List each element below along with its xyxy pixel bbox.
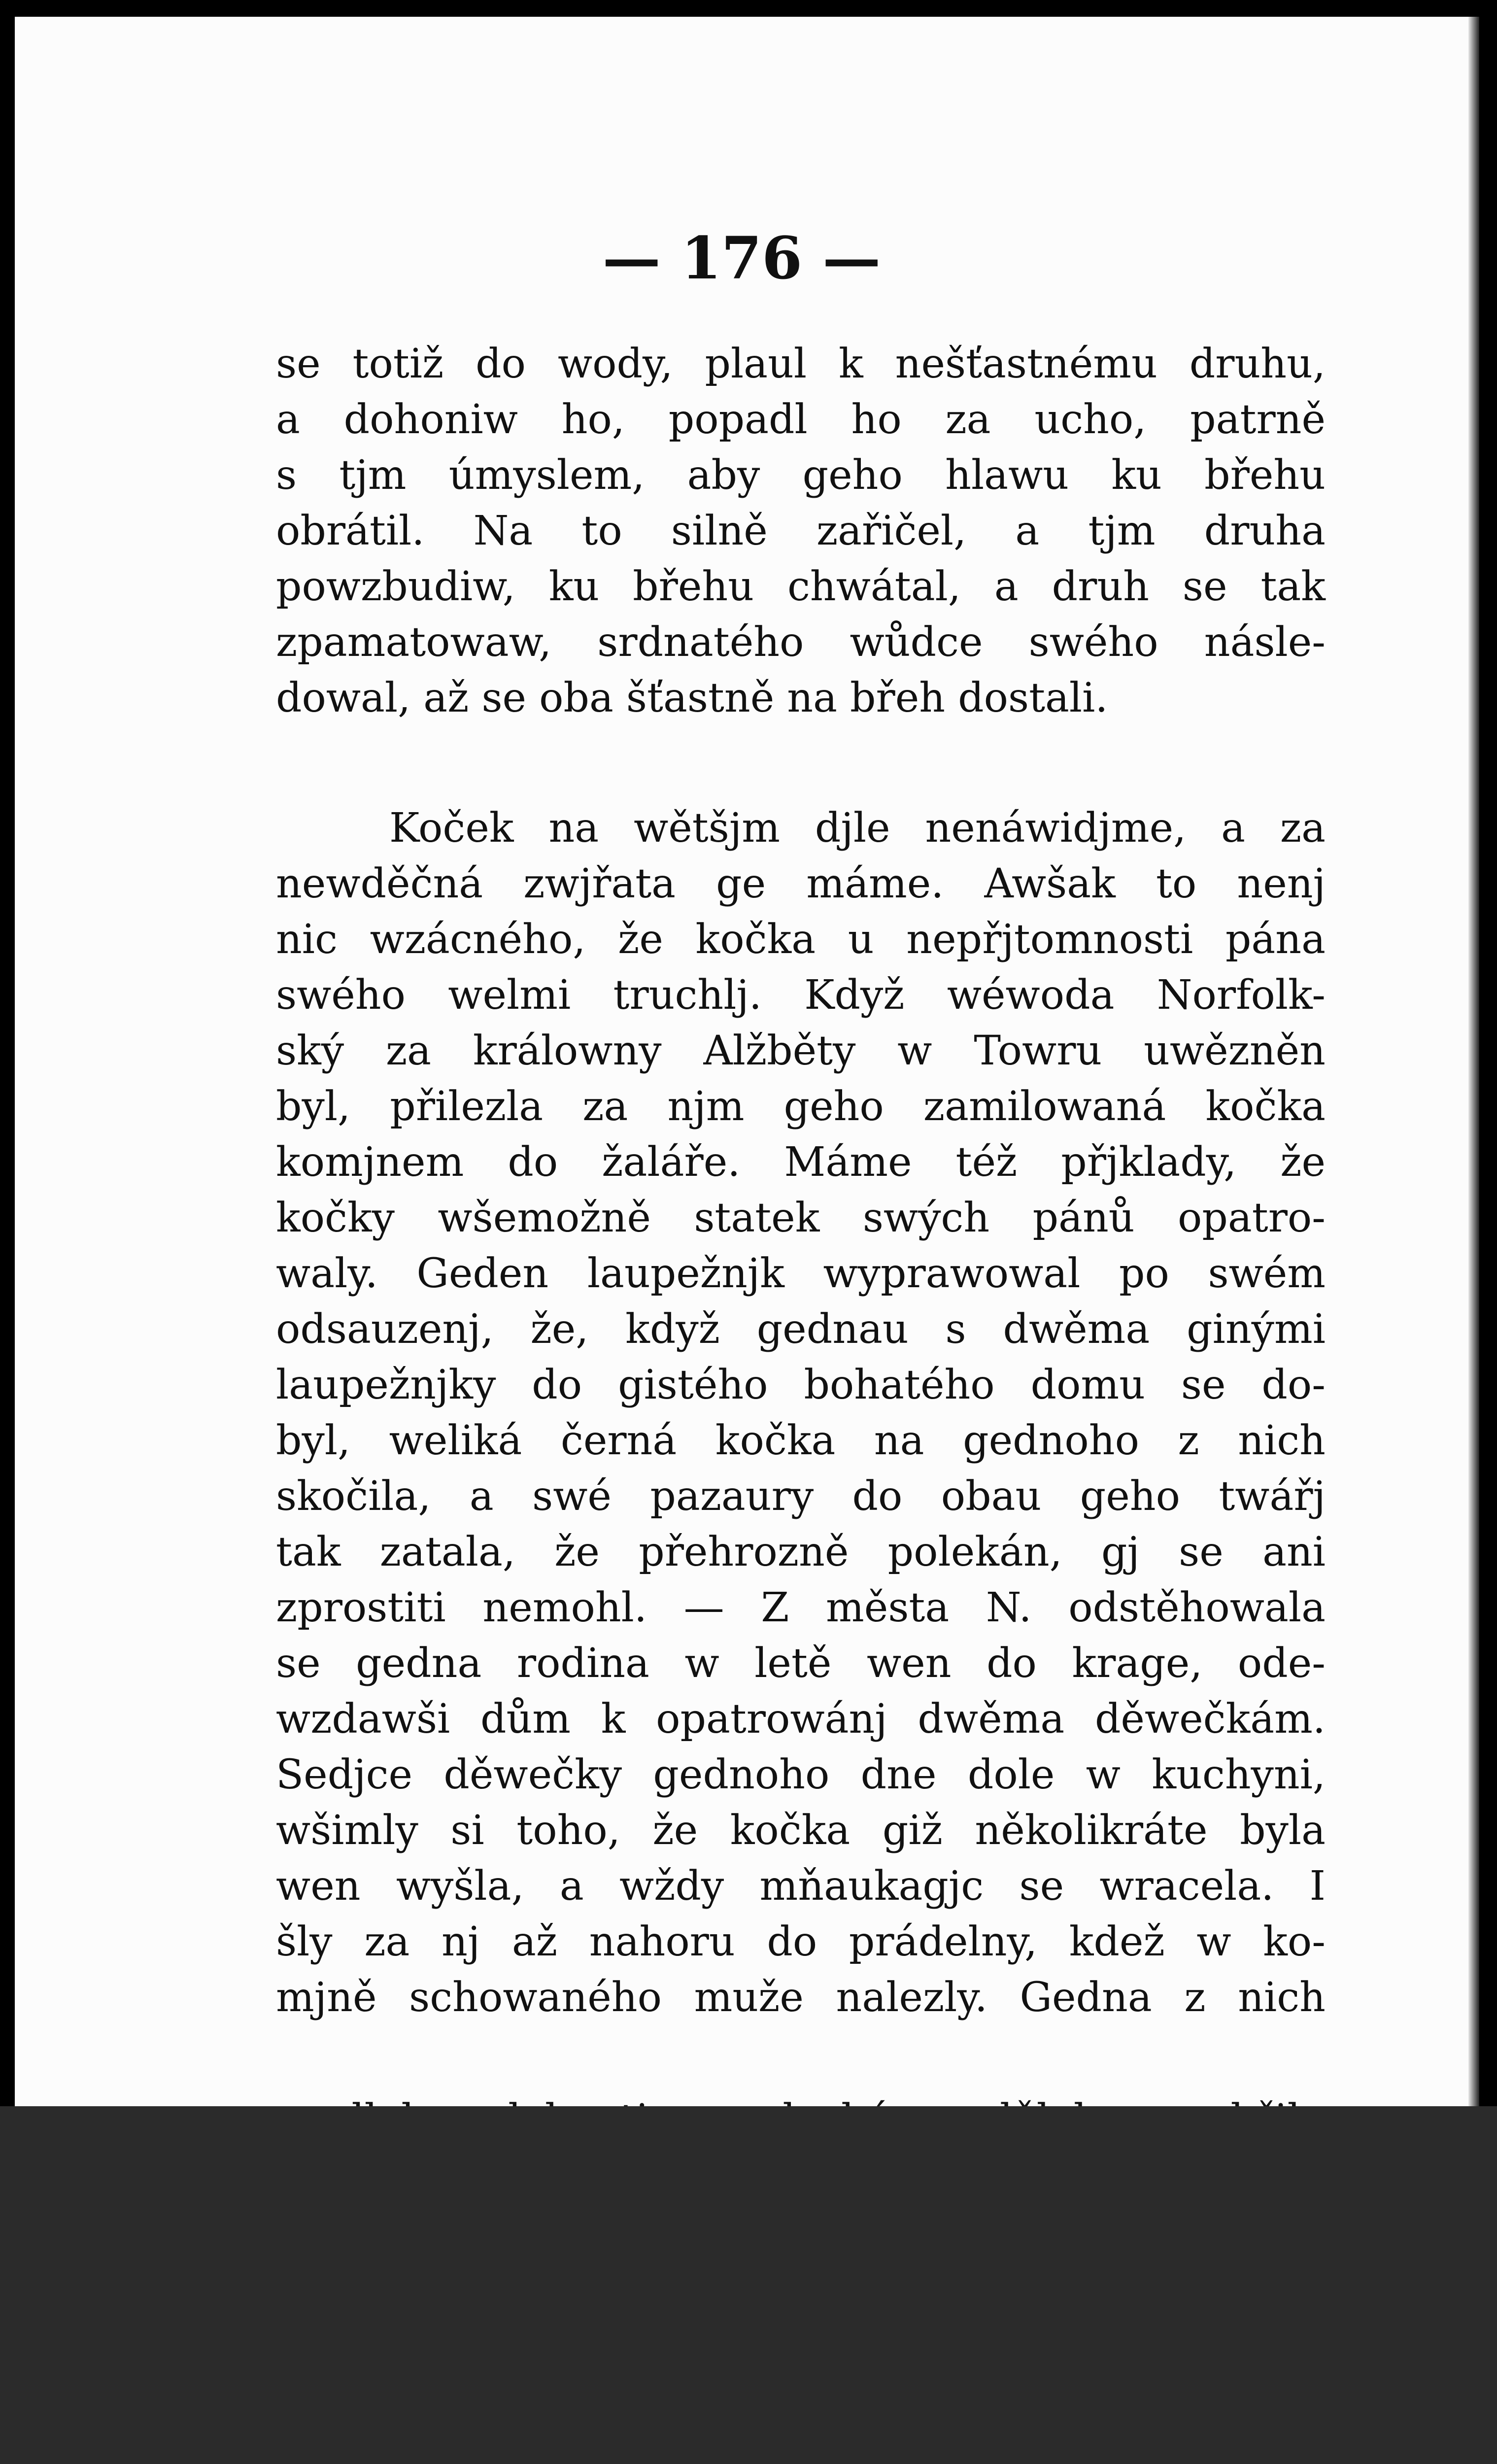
text-line: nic wzácného, že kočka u nepřjtomnosti pána (276, 916, 1326, 963)
text-line: zpamatowaw, srdnatého wůdce swého násle- (276, 619, 1326, 666)
text-line: šly za nj až nahoru do prádelny, kdež w ko- (276, 1918, 1326, 1965)
text-line: a dohoniw ho, popadl ho za ucho, patrně (276, 396, 1326, 443)
text-line: kočky wšemožně statek swých pánů opatro- (276, 1195, 1326, 1241)
text-line: zprostiti nemohl. — Z města N. odstěhowala (276, 1584, 1326, 1631)
text-line: mjně schowaného muže nalezly. Gedna z nich (276, 1974, 1326, 2021)
text-line: Koček na wětšjm djle nenáwidjme, a za (389, 805, 1326, 852)
text-line: Sedjce děwečky gednoho dne dole w kuchyni, (276, 1751, 1326, 1798)
scanner-bed-background (0, 2106, 1497, 2464)
text-line: tak zatala, že přehrozně polekán, gj se ani (276, 1529, 1326, 1575)
text-line: newděčná zwjřata ge máme. Awšak to nenj (276, 860, 1326, 907)
text-line: se gedna rodina w letě wen do krage, ode- (276, 1640, 1326, 1687)
text-line: obrátil. Na to silně zařičel, a tjm druha (276, 508, 1326, 554)
paragraph-2 (276, 800, 1326, 2025)
text-line: byl, přilezla za njm geho zamilowaná kočka (276, 1083, 1326, 1130)
text-line: wzdawši dům k opatrowánj dwěma děwečkám. (276, 1696, 1326, 1743)
page-edge-shadow (1468, 17, 1479, 2106)
text-line: swého welmi truchlj. Když wéwoda Norfolk- (276, 972, 1326, 1019)
text-line: komjnem do žaláře. Máme též přjklady, že (276, 1139, 1326, 1186)
text-line: ský za králowny Alžběty w Towru uwězněn (276, 1027, 1326, 1074)
text-line: wen wyšla, a wždy mňaukagjc se wracela. I (276, 1863, 1326, 1910)
text-line: wšimly si toho, že kočka giž několikráte byla (276, 1807, 1326, 1854)
text-line: s tjm úmyslem, aby geho hlawu ku břehu (276, 452, 1326, 499)
text-line: skočila, a swé pazaury do obau geho twářj (276, 1473, 1326, 1520)
text-line: laupežnjky do gistého bohatého domu se do- (276, 1362, 1326, 1408)
text-line: waly. Geden laupežnjk wyprawowal po swém (276, 1250, 1326, 1297)
book-page (15, 17, 1468, 2106)
text-line: se totiž do wody, plaul k nešťastnému druhu, (276, 341, 1326, 387)
text-line: dowal, až se oba šťastně na břeh dostali. (276, 675, 1108, 721)
paragraph-1 (276, 336, 1326, 726)
page-number: — 176 — (602, 224, 881, 292)
text-line: odsauzenj, že, když gednau s dwěma ginými (276, 1306, 1326, 1353)
text-line: powzbudiw, ku břehu chwátal, a druh se tak (276, 563, 1326, 610)
text-line: byl, weliká černá kočka na gednoho z nich (276, 1417, 1326, 1464)
